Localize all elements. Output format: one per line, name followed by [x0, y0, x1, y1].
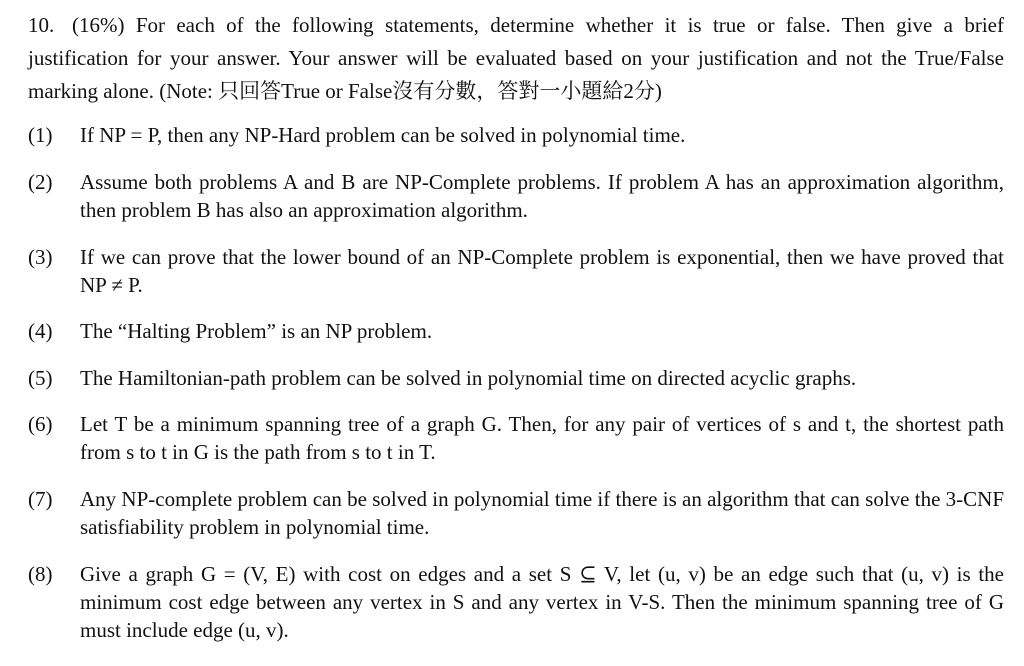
- statement-label: (8): [28, 562, 53, 586]
- statement-text: Let T be a minimum spanning tree of a graph G. Then, for any pair of vertices of s and t, the shortest path from s to t in G is the path from s to t in T.: [80, 412, 1004, 464]
- statement-item: [28, 317, 1004, 345]
- question-header: [28, 9, 1004, 108]
- statement-item: [28, 364, 1004, 392]
- statement-text: Give a graph G = (V, E) with cost on edges and a set S ⊆ V, let (u, v) be an edge such that (u, v) is the minimum cost edge between any vertex in S and any vertex in V-S. Then the minimum spanning tree of G must include edge (u, v).: [80, 562, 1004, 642]
- statement-text: If we can prove that the lower bound of an NP-Complete problem is exponential, then we have proved that NP ≠ P.: [80, 245, 1004, 297]
- statement-label: (6): [28, 412, 53, 436]
- statement-text: Any NP-complete problem can be solved in polynomial time if there is an algorithm that can solve the 3-CNF satisfiability problem in polynomial time.: [80, 487, 1004, 539]
- statement-item: [28, 410, 1004, 466]
- statement-text: Assume both problems A and B are NP-Complete problems. If problem A has an approximation algorithm, then problem B has also an approximation algorithm.: [80, 170, 1004, 222]
- question-number: 10.: [28, 13, 55, 37]
- statement-label: (4): [28, 319, 53, 343]
- statement-text: The Hamiltonian-path problem can be solved in polynomial time on directed acyclic graphs.: [80, 366, 857, 390]
- statement-item: [28, 168, 1004, 224]
- statement-text: The “Halting Problem” is an NP problem.: [80, 319, 433, 343]
- statement-text: If NP = P, then any NP-Hard problem can be solved in polynomial time.: [80, 123, 686, 147]
- statement-label: (3): [28, 245, 53, 269]
- statement-item: [28, 485, 1004, 541]
- statement-label: (5): [28, 366, 53, 390]
- statement-item: [28, 243, 1004, 299]
- statement-item: [28, 560, 1004, 644]
- statement-item: [28, 121, 1004, 149]
- statement-label: (1): [28, 123, 53, 147]
- statement-label: (7): [28, 487, 53, 511]
- statement-label: (2): [28, 170, 53, 194]
- question-instructions: (16%) For each of the following statements, determine whether it is true or false. Then give a brief justification for your answer. Your answer will be evaluated based on your justification and not the True/False marking alone. (Note: 只回答True or False沒有分數，答對一小題給2分): [28, 13, 1004, 103]
